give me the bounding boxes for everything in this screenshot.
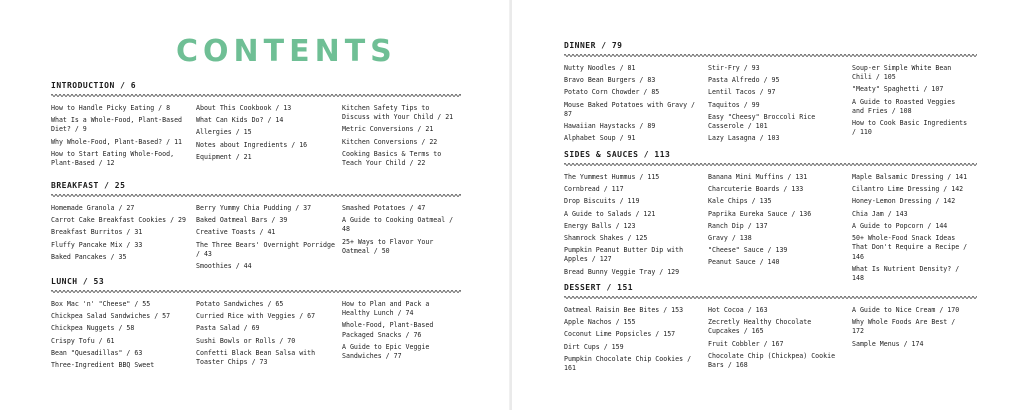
toc-column <box>342 204 461 274</box>
toc-entry[interactable]: Pumpkin Chocolate Chip Cookies / 161 <box>564 354 692 373</box>
section-heading: DESSERT / 151 <box>564 283 634 292</box>
toc-entry[interactable]: Baked Oatmeal Bars / 39 <box>196 216 288 225</box>
section-introduction <box>51 80 461 171</box>
right-page <box>512 0 1024 410</box>
toc-entry[interactable]: Creative Toasts / 41 <box>196 228 276 237</box>
wavy-divider <box>51 193 461 198</box>
toc-entry[interactable]: Chocolate Chip (Chickpea) Cookie Bars / 168 <box>708 351 836 370</box>
toc-entry[interactable]: Bravo Bean Burgers / 83 <box>564 76 656 85</box>
wavy-divider <box>564 53 977 58</box>
toc-entry[interactable]: Why Whole Foods Are Best / 172 <box>852 318 956 336</box>
toc-entry[interactable]: Zecretly Healthy Chocolate Cupcakes / 165 <box>708 318 812 336</box>
toc-entry[interactable]: Pumpkin Peanut Butter Dip with Apples / 127 <box>564 246 684 264</box>
toc-entry[interactable]: Bean "Quesadillas" / 63 <box>51 348 143 357</box>
toc-entry[interactable]: Peanut Sauce / 140 <box>708 258 780 267</box>
toc-entry[interactable]: Fruit Cobbler / 167 <box>708 339 784 348</box>
toc-column <box>564 64 708 146</box>
toc-entry[interactable]: The Three Bears' Overnight Porridge / 43 <box>196 240 335 258</box>
toc-column <box>51 204 196 274</box>
toc-columns <box>564 173 977 286</box>
toc-entry[interactable]: A Guide to Nice Cream / 170 <box>852 306 960 314</box>
toc-entry[interactable]: Breakfast Burritos / 31 <box>51 228 143 237</box>
toc-entry[interactable]: Maple Balsamic Dressing / 141 <box>852 173 968 181</box>
toc-entry[interactable]: Cilantro Lime Dressing / 142 <box>852 185 964 194</box>
toc-column <box>708 64 852 146</box>
toc-entry[interactable]: Potato Sandwiches / 65 <box>196 300 284 308</box>
left-page <box>0 0 510 410</box>
toc-entry[interactable]: How to Plan and Pack a Healthy Lunch / 74 <box>342 300 430 318</box>
toc-entry[interactable]: The Yummest Hummus / 115 <box>564 173 660 181</box>
toc-entry[interactable]: Fluffy Pancake Mix / 33 <box>51 240 143 249</box>
toc-entry[interactable]: Whole-Food, Plant-Based Packaged Snacks / 76 <box>342 321 434 339</box>
toc-column <box>852 306 977 376</box>
toc-entry[interactable]: A Guide to Epic Veggie Sandwiches / 77 <box>342 342 430 361</box>
toc-entry[interactable]: Ranch Dip / 137 <box>708 221 768 230</box>
toc-entry[interactable]: Cornbread / 117 <box>564 185 624 194</box>
toc-entry[interactable]: Taquitos / 99 <box>708 100 760 109</box>
toc-column <box>852 64 977 146</box>
toc-entry[interactable]: Gravy / 138 <box>708 233 752 242</box>
toc-column <box>342 300 461 373</box>
toc-entry[interactable]: Three-Ingredient BBQ Sweet <box>51 360 155 369</box>
toc-entry[interactable]: Homemade Granola / 27 <box>51 204 135 212</box>
toc-entry[interactable]: "Meaty" Spaghetti / 107 <box>852 85 944 94</box>
toc-entry[interactable]: What Can Kids Do? / 14 <box>196 116 284 125</box>
toc-entry[interactable]: What Is Nutrient Density? / 148 <box>852 264 960 283</box>
toc-columns <box>564 306 977 376</box>
toc-entry[interactable]: Kale Chips / 135 <box>708 197 772 206</box>
toc-column <box>196 300 342 373</box>
toc-entry[interactable]: Kitchen Safety Tips to Discuss with Your Child / 21 <box>342 104 454 122</box>
toc-entry[interactable]: Sample Menus / 174 <box>852 339 924 348</box>
toc-entry[interactable]: Lazy Lasagna / 103 <box>708 134 780 143</box>
toc-column <box>196 204 342 274</box>
toc-entry[interactable]: Baked Pancakes / 35 <box>51 252 127 261</box>
toc-entry[interactable]: Oatmeal Raisin Bee Bites / 153 <box>564 306 684 314</box>
toc-entry[interactable]: Box Mac 'n' "Cheese" / 55 <box>51 300 151 308</box>
toc-entry[interactable]: 50+ Whole-Food Snack Ideas That Don't Require a Recipe / 146 <box>852 233 968 261</box>
toc-entry[interactable]: Metric Conversions / 21 <box>342 125 434 134</box>
toc-entry[interactable]: Curried Rice with Veggies / 67 <box>196 312 316 321</box>
toc-entry[interactable]: Hot Cocoa / 163 <box>708 306 768 314</box>
toc-entry[interactable]: Notes about Ingredients / 16 <box>196 140 308 149</box>
toc-columns <box>564 64 977 146</box>
toc-entry[interactable]: Soup-er Simple White Bean Chili / 105 <box>852 64 952 82</box>
toc-entry[interactable]: Dirt Cups / 159 <box>564 342 624 351</box>
toc-entry[interactable]: Shamrock Shakes / 125 <box>564 233 648 242</box>
toc-entry[interactable]: A Guide to Roasted Veggies and Fries / 108 <box>852 97 956 115</box>
section-heading: INTRODUCTION / 6 <box>51 81 137 90</box>
toc-columns <box>51 104 461 171</box>
toc-entry[interactable]: Berry Yummy Chia Pudding / 37 <box>196 204 312 212</box>
toc-entry[interactable]: Potato Corn Chowder / 85 <box>564 88 660 97</box>
toc-entry[interactable]: Charcuterie Boards / 133 <box>708 185 804 194</box>
toc-column <box>708 306 852 376</box>
toc-entry[interactable]: Allergies / 15 <box>196 128 252 137</box>
toc-column <box>51 300 196 373</box>
section-sides <box>564 149 977 286</box>
toc-entry[interactable]: Why Whole-Food, Plant-Based? / 11 <box>51 137 183 146</box>
toc-entry[interactable]: Easy "Cheesy" Broccoli Rice Casserole / 101 <box>708 112 816 131</box>
toc-entry[interactable]: Smashed Potatoes / 47 <box>342 204 426 212</box>
toc-column <box>564 173 708 286</box>
toc-entry[interactable]: Honey-Lemon Dressing / 142 <box>852 197 956 206</box>
wavy-divider <box>51 289 461 294</box>
toc-column <box>342 104 461 171</box>
toc-column <box>852 173 977 286</box>
wavy-divider <box>564 295 977 300</box>
toc-entry[interactable]: Smoothies / 44 <box>196 262 252 271</box>
toc-entry[interactable]: A Guide to Salads / 121 <box>564 209 656 218</box>
toc-entry[interactable]: Chia Jam / 143 <box>852 209 908 218</box>
toc-entry[interactable]: Pasta Salad / 69 <box>196 324 260 333</box>
page-title: CONTENTS <box>176 34 397 69</box>
toc-entry[interactable]: Apple Nachos / 155 <box>564 318 636 327</box>
toc-column <box>708 173 852 286</box>
toc-entry[interactable]: How to Cook Basic Ingredients / 110 <box>852 119 968 137</box>
toc-entry[interactable]: Crispy Tofu / 61 <box>51 336 115 345</box>
wavy-divider <box>51 93 461 98</box>
toc-entry[interactable]: Equipment / 21 <box>196 152 252 161</box>
toc-entry[interactable]: Chickpea Nuggets / 58 <box>51 324 135 333</box>
toc-entry[interactable]: How to Handle Picky Eating / 8 <box>51 104 171 112</box>
section-lunch <box>51 276 461 373</box>
section-heading: DINNER / 79 <box>564 41 623 50</box>
toc-entry[interactable]: A Guide to Popcorn / 144 <box>852 221 948 230</box>
section-heading: LUNCH / 53 <box>51 277 105 286</box>
toc-entry[interactable]: 25+ Ways to Flavor Your Oatmeal / 50 <box>342 237 434 255</box>
toc-column <box>196 104 342 171</box>
toc-entry[interactable]: Nutty Noodles / 81 <box>564 64 636 72</box>
section-heading: BREAKFAST / 25 <box>51 181 126 190</box>
toc-entry[interactable]: Pasta Alfredo / 95 <box>708 76 780 85</box>
wavy-divider <box>564 162 977 167</box>
toc-entry[interactable]: Bread Bunny Veggie Tray / 129 <box>564 267 680 276</box>
toc-entry[interactable]: Chickpea Salad Sandwiches / 57 <box>51 312 171 321</box>
toc-entry[interactable]: Coconut Lime Popsicles / 157 <box>564 330 676 339</box>
toc-column <box>51 104 196 171</box>
toc-entry[interactable]: How to Start Eating Whole-Food, Plant-Based / 12 <box>51 149 175 168</box>
toc-entry[interactable]: Stir-Fry / 93 <box>708 64 760 72</box>
section-dessert <box>564 282 977 376</box>
toc-entry[interactable]: "Cheese" Sauce / 139 <box>708 246 788 255</box>
toc-entry[interactable]: Drop Biscuits / 119 <box>564 197 640 206</box>
toc-entry[interactable]: Mouse Baked Potatoes with Gravy / 87 <box>564 100 696 118</box>
toc-entry[interactable]: Confetti Black Bean Salsa with Toaster Chips / 73 <box>196 348 316 367</box>
toc-entry[interactable]: A Guide to Cooking Oatmeal / 48 <box>342 216 454 234</box>
toc-entry[interactable]: Cooking Basics & Terms to Teach Your Child / 22 <box>342 149 442 168</box>
section-heading: SIDES & SAUCES / 113 <box>564 150 671 159</box>
section-breakfast <box>51 180 461 274</box>
toc-entry[interactable]: Lentil Tacos / 97 <box>708 88 776 97</box>
toc-entry[interactable]: Hawaiian Haystacks / 89 <box>564 122 656 131</box>
toc-entry[interactable]: About This Cookbook / 13 <box>196 104 292 112</box>
section-dinner <box>564 40 977 146</box>
toc-columns <box>51 300 461 373</box>
toc-entry[interactable]: Kitchen Conversions / 22 <box>342 137 438 146</box>
toc-entry[interactable]: Sushi Bowls or Rolls / 70 <box>196 336 296 345</box>
toc-entry[interactable]: Paprika Eureka Sauce / 136 <box>708 209 812 218</box>
toc-entry[interactable]: Alphabet Soup / 91 <box>564 134 636 143</box>
toc-entry[interactable]: Banana Mini Muffins / 131 <box>708 173 808 181</box>
toc-column <box>564 306 708 376</box>
toc-entry[interactable]: Carrot Cake Breakfast Cookies / 29 <box>51 216 186 225</box>
toc-columns <box>51 204 461 274</box>
toc-entry[interactable]: What Is a Whole-Food, Plant-Based Diet? / 9 <box>51 116 183 134</box>
toc-entry[interactable]: Energy Balls / 123 <box>564 221 636 230</box>
